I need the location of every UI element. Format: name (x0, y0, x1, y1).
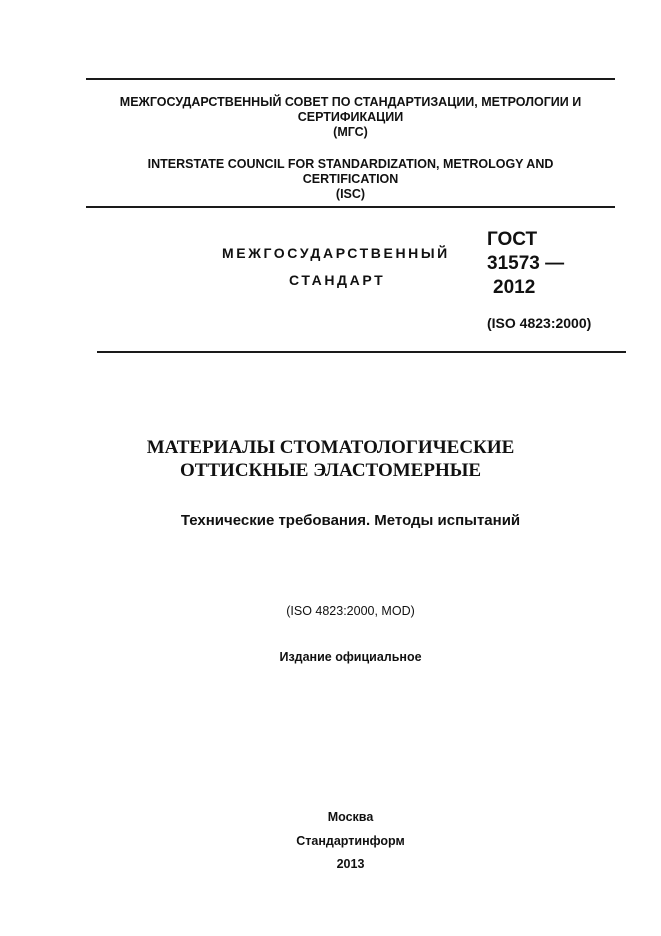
middle-divider (86, 206, 615, 208)
bottom-divider (97, 351, 626, 353)
gost-prefix: ГОСТ (487, 229, 538, 250)
gost-number: 31573 — (487, 253, 565, 274)
council-name-ru (86, 95, 615, 140)
title-line2: ОТТИСКНЫЕ ЭЛАСТОМЕРНЫЕ (179, 460, 482, 481)
imprint-city: Москва (327, 810, 374, 824)
top-divider (86, 78, 615, 80)
council-en-line2: CERTIFICATION (302, 172, 399, 186)
imprint-year: 2013 (336, 857, 365, 871)
title-line1: МАТЕРИАЛЫ СТОМАТОЛОГИЧЕСКИЕ (146, 437, 515, 458)
modification-note: (ISO 4823:2000, MOD) (286, 604, 415, 618)
gost-year: 2012 (493, 277, 536, 298)
council-ru-abbr: (МГС) (333, 125, 368, 139)
imprint-publisher: Стандартинформ (296, 834, 405, 848)
standard-label-line2: СТАНДАРТ (289, 272, 386, 288)
document-subtitle: Технические требования. Методы испытаний (180, 512, 521, 529)
gost-designation (487, 228, 564, 300)
edition-note: Издание официальное (279, 650, 422, 664)
council-en-line1: INTERSTATE COUNCIL FOR STANDARDIZATION, METROLOGY AND (147, 157, 554, 171)
document-title (0, 436, 661, 482)
council-name-en (86, 157, 615, 202)
council-ru-line1: МЕЖГОСУДАРСТВЕННЫЙ СОВЕТ ПО СТАНДАРТИЗАЦИИ, МЕТРОЛОГИИ И (119, 95, 582, 109)
iso-reference: (ISO 4823:2000) (487, 315, 592, 331)
standard-label-line1: МЕЖГОСУДАРСТВЕННЫЙ (222, 245, 450, 261)
council-ru-line2: СЕРТИФИКАЦИИ (297, 110, 404, 124)
council-en-abbr: (ISC) (335, 187, 366, 201)
